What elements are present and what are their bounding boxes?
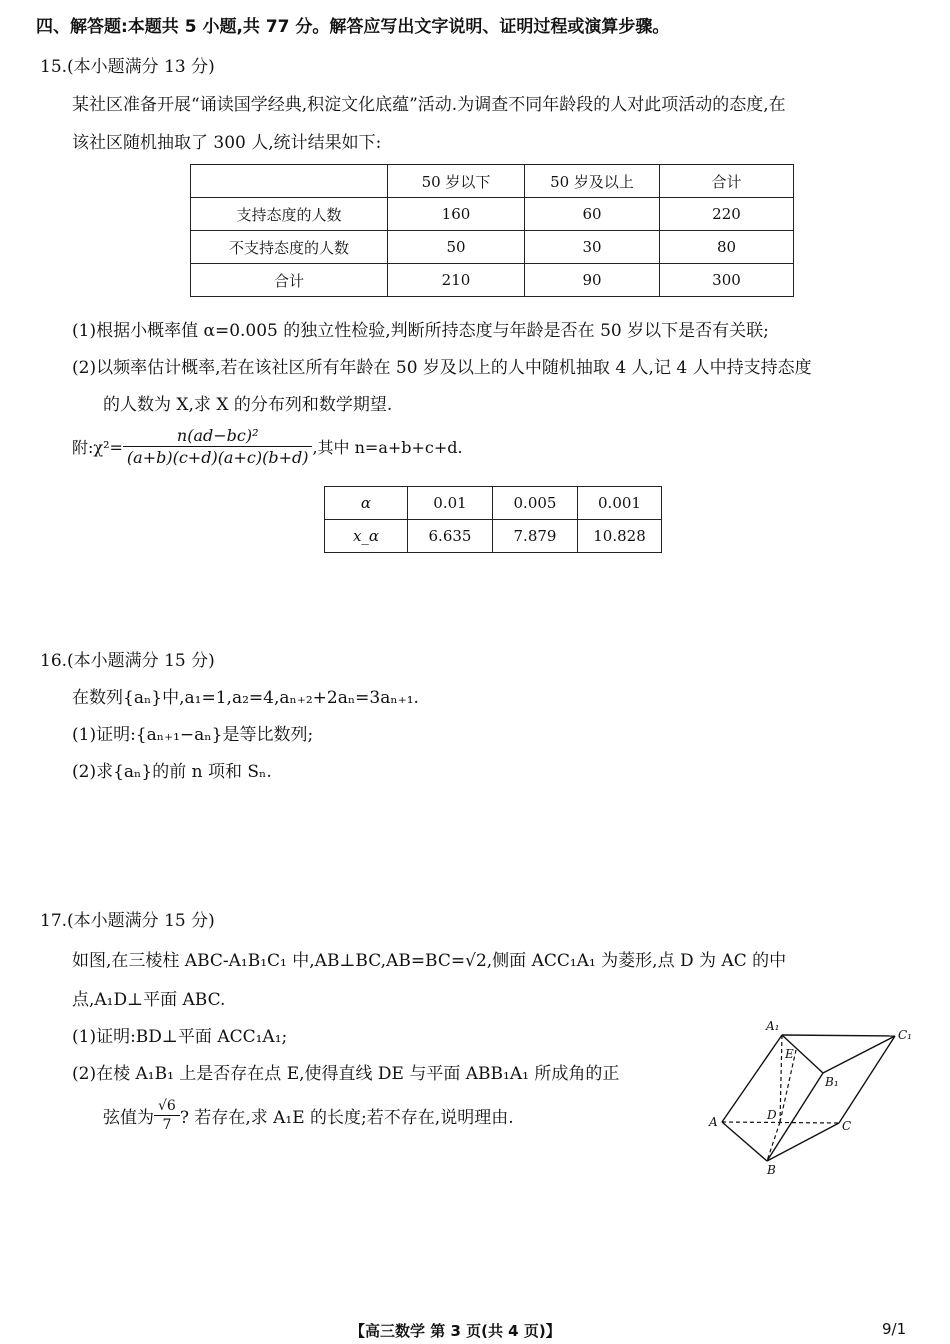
edge-ac-hidden <box>722 1122 839 1123</box>
page-footer: 【高三数学 第 3 页(共 4 页)】 <box>350 1322 561 1340</box>
q15-part2-line2: 的人数为 X,求 X 的分布列和数学期望. <box>103 395 393 415</box>
part2-suffix: ? 若存在,求 A₁E 的长度;若不存在,说明理由. <box>179 1108 514 1128</box>
table-cell: 160 <box>388 198 525 231</box>
sine-fraction <box>154 1098 180 1133</box>
table-cell: 不支持态度的人数 <box>191 231 388 264</box>
q15-part1: (1)根据小概率值 α=0.005 的独立性检验,判断所持态度与年龄是否在 50 岁以下是否有关联; <box>72 321 769 341</box>
table-row <box>325 487 662 520</box>
edge-c1c <box>839 1036 895 1123</box>
q15-appendix-formula <box>72 426 463 467</box>
label-b: B <box>767 1163 776 1177</box>
section-header: 四、解答题:本题共 5 小题,共 77 分。解答应写出文字说明、证明过程或演算步骤。 <box>36 17 670 37</box>
table-row <box>191 264 794 297</box>
table-cell: 10.828 <box>578 520 662 553</box>
chi-square-fraction <box>123 426 313 467</box>
label-c: C <box>842 1119 852 1133</box>
table-cell: 合计 <box>660 165 794 198</box>
q17-part2-line1: (2)在棱 A₁B₁ 上是否存在点 E,使得直线 DE 与平面 ABB₁A₁ 所成角的正 <box>72 1064 620 1084</box>
table-row <box>191 198 794 231</box>
part2-prefix: 弦值为 <box>103 1108 154 1128</box>
edge-a1c1 <box>782 1035 895 1036</box>
table-cell: 0.001 <box>578 487 662 520</box>
fraction-denominator: 7 <box>162 1117 172 1133</box>
q16-heading: 16.(本小题满分 15 分) <box>40 651 215 671</box>
table-cell: 210 <box>388 264 525 297</box>
table-cell: 30 <box>525 231 660 264</box>
table-cell: 300 <box>660 264 794 297</box>
q15-stem-line1: 某社区准备开展“诵读国学经典,积淀文化底蕴”活动.为调查不同年龄段的人对此项活动的态度,在 <box>72 95 786 115</box>
q17-stem-line2: 点,A₁D⊥平面 ABC. <box>72 990 226 1010</box>
page-code: 9/1 <box>882 1320 907 1338</box>
label-e: E <box>785 1047 794 1061</box>
q15-critical-value-table <box>324 486 662 553</box>
table-cell: 支持态度的人数 <box>191 198 388 231</box>
q17-part1: (1)证明:BD⊥平面 ACC₁A₁; <box>72 1027 288 1047</box>
formula-numerator: n(ad−bc)² <box>123 426 313 447</box>
q15-stem-line2: 该社区随机抽取了 300 人,统计结果如下: <box>72 133 382 153</box>
table-cell: 0.005 <box>493 487 578 520</box>
table-cell: 50 岁以下 <box>388 165 525 198</box>
q17-heading: 17.(本小题满分 15 分) <box>40 911 215 931</box>
table-row <box>325 520 662 553</box>
q15-part2-line1: (2)以频率估计概率,若在该社区所有年龄在 50 岁及以上的人中随机抽取 4 人,记 4 人中持支持态度 <box>72 358 812 378</box>
table-cell: α <box>325 487 408 520</box>
table-cell: x_α <box>325 520 408 553</box>
q15-heading: 15.(本小题满分 13 分) <box>40 57 215 77</box>
q16-part1: (1)证明:{aₙ₊₁−aₙ}是等比数列; <box>72 725 314 745</box>
table-cell: 50 岁及以上 <box>525 165 660 198</box>
q15-contingency-table <box>190 164 794 297</box>
q16-part2: (2)求{aₙ}的前 n 项和 Sₙ. <box>72 762 272 782</box>
segment-a1d-hidden <box>780 1035 782 1122</box>
q16-stem: 在数列{aₙ}中,a₁=1,a₂=4,aₙ₊₂+2aₙ=3aₙ₊₁. <box>72 688 419 708</box>
table-cell: 0.01 <box>408 487 493 520</box>
table-cell: 90 <box>525 264 660 297</box>
label-b1: B₁ <box>825 1075 839 1089</box>
formula-denominator: (a+b)(c+d)(a+c)(b+d) <box>126 448 309 467</box>
table-cell: 80 <box>660 231 794 264</box>
table-row <box>191 231 794 264</box>
label-d: D <box>767 1108 777 1122</box>
edge-b1c1 <box>823 1036 895 1073</box>
q17-part2-line2 <box>103 1098 514 1133</box>
table-cell: 220 <box>660 198 794 231</box>
prism-figure <box>700 1015 930 1180</box>
formula-suffix: ,其中 n=a+b+c+d. <box>312 438 463 457</box>
table-cell <box>191 165 388 198</box>
edge-ab <box>722 1122 767 1161</box>
table-cell: 7.879 <box>493 520 578 553</box>
appendix-prefix: 附:χ²= <box>72 438 123 457</box>
label-c1: C₁ <box>898 1028 912 1042</box>
q17-stem-line1: 如图,在三棱柱 ABC-A₁B₁C₁ 中,AB⊥BC,AB=BC=√2,侧面 ACC₁A₁ 为菱形,点 D 为 AC 的中 <box>72 951 787 971</box>
table-cell: 60 <box>525 198 660 231</box>
table-cell: 50 <box>388 231 525 264</box>
label-a1: A₁ <box>766 1019 780 1033</box>
fraction-numerator: √6 <box>154 1098 180 1116</box>
table-cell: 6.635 <box>408 520 493 553</box>
table-header-row <box>191 165 794 198</box>
table-cell: 合计 <box>191 264 388 297</box>
label-a: A <box>709 1115 718 1129</box>
